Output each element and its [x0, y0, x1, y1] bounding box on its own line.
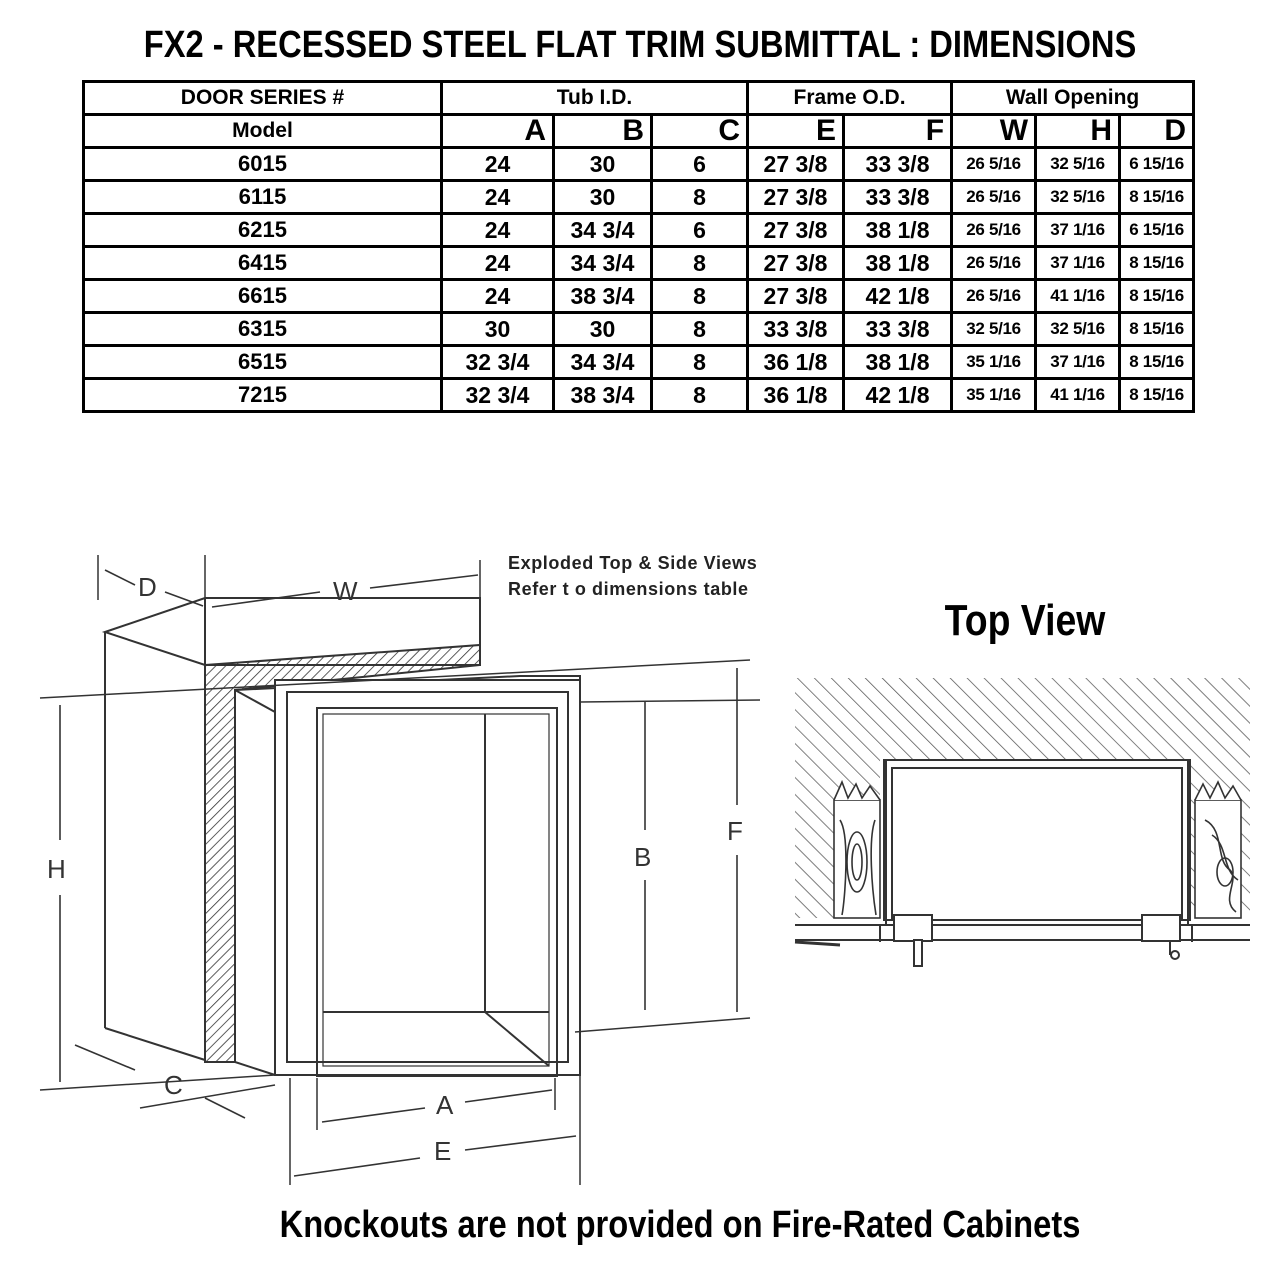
cell-h: 32 5/16: [1036, 181, 1120, 214]
cell-h: 37 1/16: [1036, 346, 1120, 379]
cell-h: 32 5/16: [1036, 313, 1120, 346]
cell-w: 26 5/16: [952, 181, 1036, 214]
cell-model: 6215: [84, 214, 442, 247]
cell-d: 8 15/16: [1120, 346, 1194, 379]
cell-e: 33 3/8: [748, 313, 844, 346]
cell-f: 42 1/8: [844, 280, 952, 313]
cell-e: 36 1/8: [748, 346, 844, 379]
cell-f: 42 1/8: [844, 379, 952, 412]
page-title: FX2 - RECESSED STEEL FLAT TRIM SUBMITTAL : DIMENSIONS: [143, 24, 1137, 66]
wall-opening-header: Wall Opening: [952, 82, 1194, 115]
top-view-drawing: [795, 678, 1250, 966]
cell-w: 26 5/16: [952, 148, 1036, 181]
cell-model: 6615: [84, 280, 442, 313]
cell-a: 32 3/4: [442, 379, 554, 412]
cell-a: 24: [442, 181, 554, 214]
column-header-e: E: [748, 115, 844, 148]
cell-model: 6015: [84, 148, 442, 181]
footer-note: Knockouts are not provided on Fire-Rated Cabinets: [279, 1204, 1081, 1246]
cell-w: 26 5/16: [952, 214, 1036, 247]
column-header-f: F: [844, 115, 952, 148]
cell-h: 32 5/16: [1036, 148, 1120, 181]
frame-od-header: Frame O.D.: [748, 82, 952, 115]
cell-c: 6: [652, 214, 748, 247]
cell-e: 36 1/8: [748, 379, 844, 412]
cell-f: 38 1/8: [844, 346, 952, 379]
cell-f: 33 3/8: [844, 313, 952, 346]
cell-f: 38 1/8: [844, 214, 952, 247]
exploded-views-note: [508, 550, 757, 602]
top-view-title: Top View: [944, 596, 1106, 645]
cell-w: 32 5/16: [952, 313, 1036, 346]
cell-c: 8: [652, 313, 748, 346]
exploded-view-drawing: [40, 555, 760, 1185]
cell-w: 26 5/16: [952, 280, 1036, 313]
exploded-note-line2: Refer t o dimensions table: [508, 579, 749, 599]
cell-e: 27 3/8: [748, 181, 844, 214]
cell-b: 30: [554, 148, 652, 181]
cell-e: 27 3/8: [748, 247, 844, 280]
column-header-c: C: [652, 115, 748, 148]
cell-a: 32 3/4: [442, 346, 554, 379]
cell-w: 35 1/16: [952, 379, 1036, 412]
cell-d: 8 15/16: [1120, 181, 1194, 214]
cell-b: 34 3/4: [554, 247, 652, 280]
cell-b: 34 3/4: [554, 214, 652, 247]
cell-c: 8: [652, 280, 748, 313]
cell-e: 27 3/8: [748, 214, 844, 247]
cell-c: 8: [652, 379, 748, 412]
cell-f: 33 3/8: [844, 148, 952, 181]
tub-id-header: Tub I.D.: [442, 82, 748, 115]
cell-model: 6515: [84, 346, 442, 379]
cell-d: 8 15/16: [1120, 313, 1194, 346]
cell-a: 24: [442, 214, 554, 247]
cell-e: 27 3/8: [748, 280, 844, 313]
cell-c: 8: [652, 181, 748, 214]
cell-a: 30: [442, 313, 554, 346]
cell-f: 38 1/8: [844, 247, 952, 280]
cell-b: 38 3/4: [554, 280, 652, 313]
dim-label-h: H: [47, 854, 66, 884]
column-header-model: Model: [84, 115, 442, 148]
cell-h: 41 1/16: [1036, 379, 1120, 412]
cell-c: 8: [652, 346, 748, 379]
dim-label-c: C: [164, 1070, 183, 1100]
cell-b: 34 3/4: [554, 346, 652, 379]
cell-h: 37 1/16: [1036, 247, 1120, 280]
cell-f: 33 3/8: [844, 181, 952, 214]
cell-a: 24: [442, 280, 554, 313]
cell-d: 6 15/16: [1120, 214, 1194, 247]
cell-model: 6415: [84, 247, 442, 280]
column-header-w: W: [952, 115, 1036, 148]
cell-d: 8 15/16: [1120, 247, 1194, 280]
cell-d: 8 15/16: [1120, 379, 1194, 412]
cell-h: 37 1/16: [1036, 214, 1120, 247]
column-header-a: A: [442, 115, 554, 148]
dim-label-a: A: [436, 1090, 454, 1120]
exploded-note-line1: Exploded Top & Side Views: [508, 553, 758, 573]
cell-b: 30: [554, 313, 652, 346]
cell-a: 24: [442, 148, 554, 181]
cell-w: 26 5/16: [952, 247, 1036, 280]
cell-model: 6315: [84, 313, 442, 346]
cell-w: 35 1/16: [952, 346, 1036, 379]
cell-e: 27 3/8: [748, 148, 844, 181]
cell-b: 30: [554, 181, 652, 214]
dim-label-f: F: [727, 816, 743, 846]
dim-label-e: E: [434, 1136, 452, 1166]
cell-model: 6115: [84, 181, 442, 214]
cell-d: 8 15/16: [1120, 280, 1194, 313]
cell-c: 6: [652, 148, 748, 181]
dim-label-b: B: [634, 842, 652, 872]
cell-model: 7215: [84, 379, 442, 412]
cell-d: 6 15/16: [1120, 148, 1194, 181]
column-header-b: B: [554, 115, 652, 148]
cell-c: 8: [652, 247, 748, 280]
cell-b: 38 3/4: [554, 379, 652, 412]
cell-a: 24: [442, 247, 554, 280]
column-header-h: H: [1036, 115, 1120, 148]
cell-h: 41 1/16: [1036, 280, 1120, 313]
column-header-d: D: [1120, 115, 1194, 148]
dim-label-w: W: [333, 576, 358, 606]
dim-label-d: D: [138, 572, 157, 602]
door-series-header: DOOR SERIES #: [84, 82, 442, 115]
